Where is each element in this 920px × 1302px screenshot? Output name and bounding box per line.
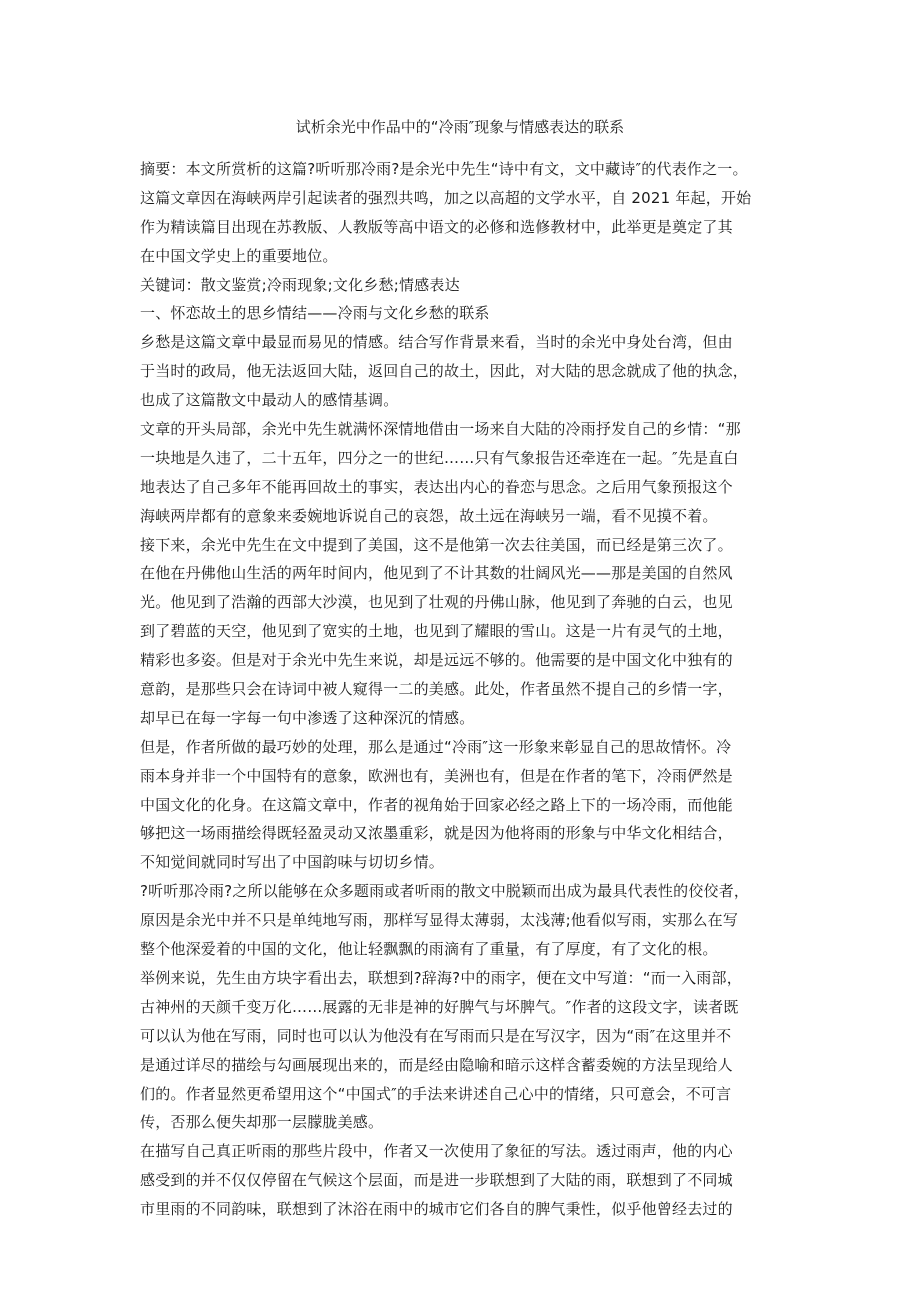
text-line: 是通过详尽的描绘与勾画展现出来的，而是经由隐喻和暗示这样含蓄委婉的方法呈现给人 xyxy=(140,1055,733,1074)
text-line: 文章的开头局部，余光中先生就满怀深情地借由一场来自大陆的冷雨抒发自己的乡情：“那 xyxy=(140,420,741,439)
text-line: 于当时的政局，他无法返回大陆，返回自己的故土，因此，对大陆的思念就成了他的执念， xyxy=(140,362,749,381)
text-line: 传，否那么便失却那一层朦胧美感。 xyxy=(140,1113,384,1132)
text-line: ?听听那冷雨?之所以能够在众多题雨或者听雨的散文中脱颖而出成为最具代表性的佼佼者， xyxy=(140,882,750,901)
text-line: 也成了这篇散文中最动人的感情基调。 xyxy=(140,391,399,410)
text-line: 够把这一场雨描绘得既轻盈灵动又浓墨重彩，就是因为他将雨的形象与中华文化相结合， xyxy=(140,824,733,843)
text-line: 古神州的天颜千变万化……展露的无非是神的好脾气与坏脾气。″作者的这段文字，读者既 xyxy=(140,997,739,1016)
text-line: 在他在丹佛他山生活的两年时间内，他见到了不计其数的壮阔风光——那是美国的自然风 xyxy=(140,564,733,583)
text-line: 原因是余光中并不只是单纯地写雨，那样写显得太薄弱，太浅薄;他看似写雨，实那么在写 xyxy=(140,911,739,930)
text-line: 作为精读篇目出现在苏教版、人教版等高中语文的必修和选修教材中，此举更是奠定了其 xyxy=(140,217,733,236)
text-line: 们的。作者显然更希望用这个“中国式″的手法来讲述自己心中的情绪，只可意会，不可言 xyxy=(140,1084,732,1103)
text-line: 海峡两岸都有的意象来委婉地诉说自己的哀怨，故土远在海峡另一端，看不见摸不着。 xyxy=(140,506,718,525)
text-line: 接下来，余光中先生在文中提到了美国，这不是他第一次去往美国，而已经是第三次了。 xyxy=(140,535,733,554)
text-line: 中国文化的化身。在这篇文章中，作者的视角始于回家必经之路上下的一场冷雨，而他能 xyxy=(140,795,733,814)
document-title: 试析余光中作品中的“冷雨″现象与情感表达的联系 xyxy=(295,118,625,136)
text-line: 摘要：本文所赏析的这篇?听听那冷雨?是余光中先生“诗中有文，文中藏诗″的代表作之一。 xyxy=(140,160,748,178)
text-line: 整个他深爱着的中国的文化，他让轻飘飘的雨滴有了重量，有了厚度，有了文化的根。 xyxy=(140,940,718,959)
text-line: 在中国文学史上的重要地位。 xyxy=(140,246,338,265)
text-line: 地表达了自己多年不能再回故土的事实，表达出内心的眷恋与思念。之后用气象预报这个 xyxy=(140,477,733,496)
text-line: 关键词：散文鉴赏;冷雨现象;文化乡愁;情感表达 xyxy=(140,275,460,294)
text-line: 意韵，是那些只会在诗词中被人窥得一二的美感。此处，作者虽然不提自己的乡情一字， xyxy=(140,680,733,699)
text-line: 在描写自己真正听雨的那些片段中，作者又一次使用了象征的写法。透过雨声，他的内心 xyxy=(140,1142,733,1161)
document-body xyxy=(140,155,790,1224)
text-line: 举例来说，先生由方块字看出去，联想到?辞海?中的雨字，便在文中写道：“而一入雨部， xyxy=(140,968,742,987)
text-line: 感受到的并不仅仅停留在气候这个层面，而是进一步联想到了大陆的雨，联想到了不同城 xyxy=(140,1171,733,1190)
text-line: 但是，作者所做的最巧妙的处理，那么是通过“冷雨″这一形象来彰显自己的思故情怀。冷 xyxy=(140,737,732,756)
text-line: 这篇文章因在海峡两岸引起读者的强烈共鸣，加之以高超的文学水平，自 2021 年起，开始 xyxy=(140,188,752,207)
text-line: 可以认为他在写雨，同时也可以认为他没有在写雨而只是在写汉字，因为“雨″在这里并不 xyxy=(140,1026,732,1045)
text-line: 一、怀恋故土的思乡情结——冷雨与文化乡愁的联系 xyxy=(140,304,490,323)
text-line: 到了碧蓝的天空，他见到了宽实的土地，也见到了耀眼的雪山。这是一片有灵气的土地， xyxy=(140,622,733,641)
text-line: 乡愁是这篇文章中最显而易见的情感。结合写作背景来看，当时的余光中身处台湾，但由 xyxy=(140,333,733,352)
text-line: 市里雨的不同韵味，联想到了沐浴在雨中的城市它们各自的脾气秉性，似乎他曾经去过的 xyxy=(140,1200,733,1219)
text-line: 却早已在每一字每一句中渗透了这种深沉的情感。 xyxy=(140,708,475,727)
text-line: 一块地是久违了，二十五年，四分之一的世纪……只有气象报告还牵连在一起。″先是直白 xyxy=(140,448,739,467)
text-line: 精彩也多姿。但是对于余光中先生来说，却是远远不够的。他需要的是中国文化中独有的 xyxy=(140,651,733,670)
text-line: 不知觉间就同时写出了中国韵味与切切乡情。 xyxy=(140,853,445,872)
text-line: 雨本身并非一个中国特有的意象，欧洲也有，美洲也有，但是在作者的笔下，冷雨俨然是 xyxy=(140,766,733,785)
text-line: 光。他见到了浩瀚的西部大沙漠，也见到了壮观的丹佛山脉，他见到了奔驰的白云，也见 xyxy=(140,593,733,612)
